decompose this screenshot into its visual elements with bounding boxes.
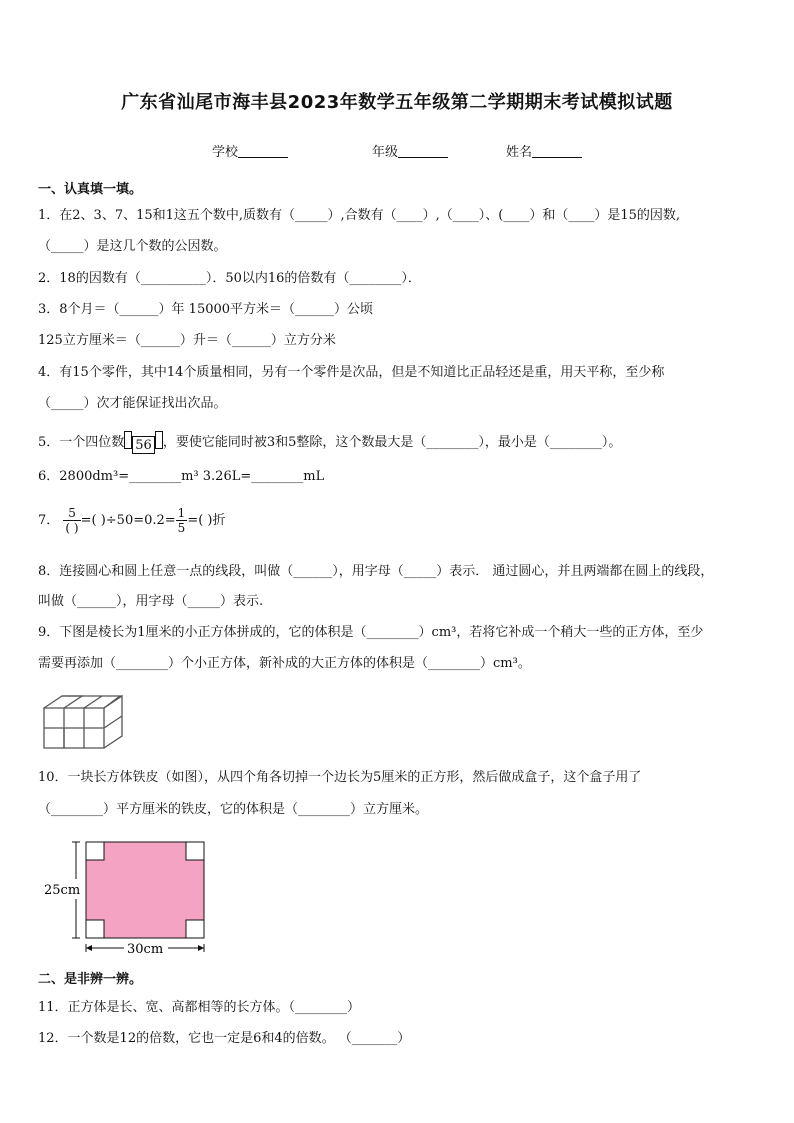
corner-square-bottom-left bbox=[86, 920, 104, 938]
name-field bbox=[506, 141, 582, 160]
section-2-heading: 二、是非辨一辨。 bbox=[38, 972, 143, 987]
question-5 bbox=[38, 431, 621, 454]
fraction-2-denominator: 5 bbox=[177, 521, 186, 535]
question-6: 6．2800dm³=________m³ 3.26L=________mL bbox=[38, 469, 325, 484]
grade-field bbox=[372, 141, 448, 160]
school-blank[interactable] bbox=[238, 144, 288, 158]
question-9-line-2: 需要再添加（________）个小正方体，新补成的大正方体的体积是（________）cm³。 bbox=[38, 656, 531, 671]
name-label: 姓名 bbox=[506, 145, 533, 160]
question-3-line-1: 3．8个月＝（______）年 15000平方米＝（______）公顷 bbox=[38, 302, 374, 317]
question-10-line-1: 10．一块长方体铁皮（如图），从四个角各切掉一个边长为5厘米的正方形，然后做成盒子，这个盒子用了 bbox=[38, 770, 642, 785]
question-5-suffix: ，要使它能同时被3和5整除，这个数最大是（________），最小是（________）。 bbox=[162, 435, 622, 450]
fraction-five-over-blank bbox=[63, 506, 80, 535]
name-blank[interactable] bbox=[532, 144, 582, 158]
grade-blank[interactable] bbox=[398, 144, 448, 158]
section-1-heading: 一、认真填一填。 bbox=[38, 182, 143, 197]
question-7-number: 7． bbox=[38, 513, 60, 528]
cube-figure bbox=[40, 690, 135, 755]
question-8-line-1: 8．连接圆心和圆上任意一点的线段，叫做（______），用字母（_____）表示． 通过圆心，并且两端都在圆上的线段， bbox=[38, 564, 714, 579]
question-3-line-2: 125立方厘米＝（______）升＝（______）立方分米 bbox=[38, 333, 336, 348]
question-5-prefix: 5．一个四位数 bbox=[38, 435, 125, 450]
question-12: 12．一个数是12的倍数，它也一定是6和4的倍数。 （_______） bbox=[38, 1031, 411, 1046]
question-1-line-2: （_____）是这几个数的公因数。 bbox=[38, 239, 227, 254]
width-label: 30cm bbox=[127, 942, 164, 957]
question-10-line-2: （________）平方厘米的铁皮，它的体积是（________）立方厘米。 bbox=[38, 802, 429, 817]
question-4-line-1: 4．有15个零件，其中14个质量相同，另有一个零件是次品，但是不知道比正品轻还是重，用天平称，至少称 bbox=[38, 365, 665, 380]
corner-square-top-left bbox=[86, 842, 104, 860]
question-7 bbox=[38, 503, 225, 539]
question-8-line-2: 叫做（______），用字母（_____）表示. bbox=[38, 594, 264, 609]
school-label: 学校 bbox=[212, 145, 239, 160]
school-field bbox=[212, 141, 288, 160]
tin-sheet-figure bbox=[42, 838, 212, 958]
fraction-1-denominator: ( ) bbox=[65, 521, 79, 535]
fraction-2-numerator: 1 bbox=[177, 506, 186, 520]
question-9-line-1: 9．下图是棱长为1厘米的小正方体拼成的，它的体积是（________）cm³，若将它补成一个稍大一些的正方体，至少 bbox=[38, 625, 704, 640]
question-4-line-2: （_____）次才能保证找出次品。 bbox=[38, 396, 227, 411]
height-label: 25cm bbox=[44, 883, 81, 898]
page-title: 广东省汕尾市海丰县2023年数学五年级第二学期期末考试模拟试题 bbox=[121, 92, 673, 113]
fraction-one-fifth bbox=[176, 506, 188, 535]
fraction-1-numerator: 5 bbox=[63, 506, 80, 521]
corner-square-top-right bbox=[186, 842, 204, 860]
question-7-end: =( )折 bbox=[187, 513, 226, 528]
question-2: 2．18的因数有（__________）．50以内16的倍数有（________）． bbox=[38, 271, 421, 286]
question-1-line-1: 1．在2、3、7、15和1这五个数中,质数有（_____）,合数有（____）,（____）、(____）和（____）是15的因数, bbox=[38, 208, 681, 223]
grade-label: 年级 bbox=[372, 145, 399, 160]
digit-box-middle: 56 bbox=[132, 436, 155, 454]
digit-box-right bbox=[155, 431, 163, 449]
question-11: 11．正方体是长、宽、高都相等的长方体。（________） bbox=[38, 1000, 361, 1015]
question-7-middle: =( )÷50=0.2= bbox=[80, 513, 176, 528]
corner-square-bottom-right bbox=[186, 920, 204, 938]
digit-box-left bbox=[124, 431, 132, 449]
